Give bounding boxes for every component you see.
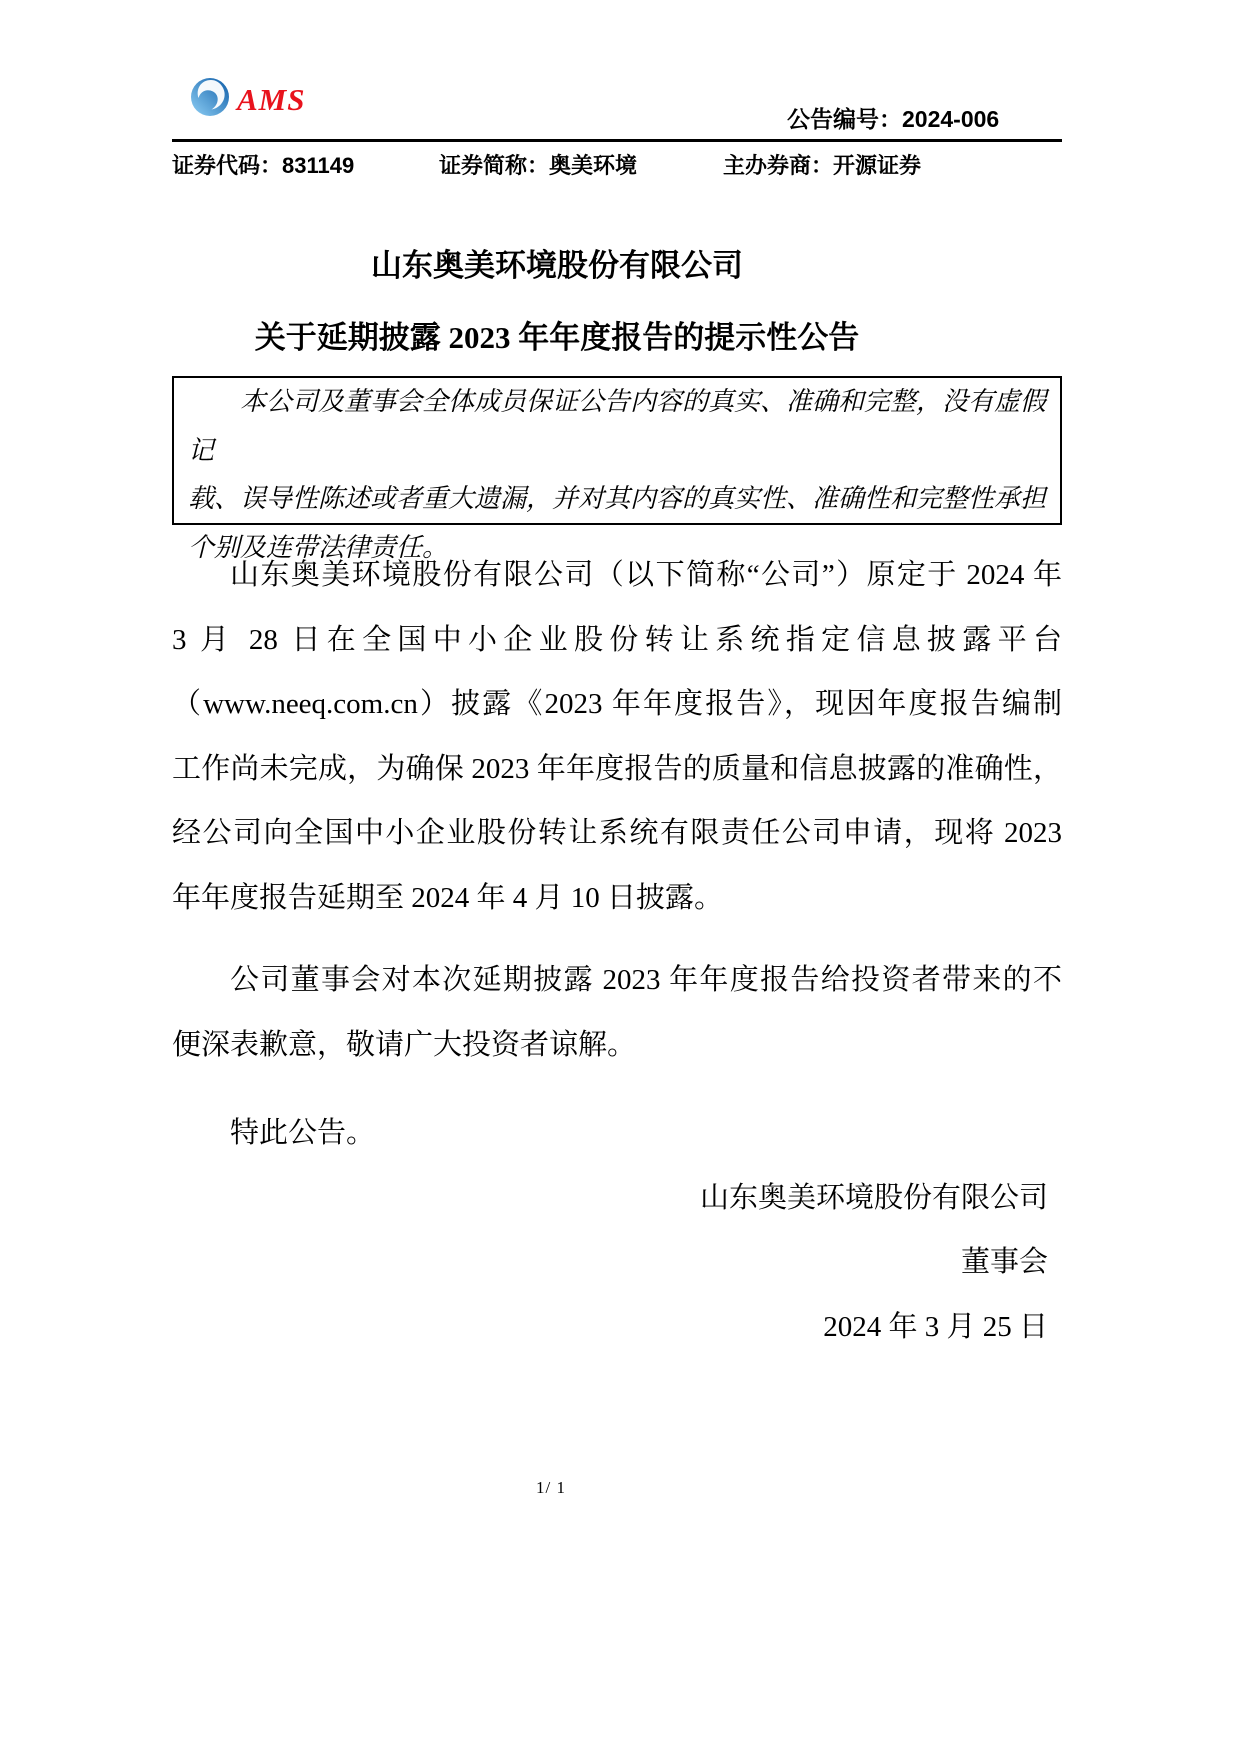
disclaimer-line: 本公司及董事会全体成员保证公告内容的真实、准确和完整，没有虚假记 bbox=[188, 387, 1047, 465]
body-line: 年年度报告延期至 2024 年 4 月 10 日披露。 bbox=[172, 881, 724, 914]
securities-info-row bbox=[172, 149, 1062, 179]
sponsor-broker: 主办券商：开源证券 bbox=[723, 153, 922, 178]
page-number: 1/ 1 bbox=[536, 1478, 566, 1497]
header-divider bbox=[172, 139, 1062, 142]
company-name-title: 山东奥美环境股份有限公司 bbox=[371, 248, 743, 283]
body-line: 经公司向全国中小企业股份转让系统有限责任公司申请，现将 2023 bbox=[172, 817, 1062, 849]
announcement-number: 公告编号：2024-006 bbox=[787, 106, 1000, 132]
body-line: 山东奥美环境股份有限公司（以下简称“公司”）原定于 2024 年 bbox=[230, 559, 1062, 591]
stock-code: 证券代码：831149 bbox=[172, 153, 355, 178]
announcement-body bbox=[172, 543, 1062, 1359]
signature-date: 2024 年 3 月 25 日 bbox=[823, 1310, 1048, 1343]
paragraph-1 bbox=[172, 543, 1062, 930]
stock-short-name: 证券简称：奥美环境 bbox=[439, 153, 638, 178]
body-line: 公司董事会对本次延期披露 2023 年年度报告给投资者带来的不 bbox=[230, 964, 1062, 996]
paragraph-2 bbox=[172, 948, 1062, 1077]
logo-text: AMS bbox=[237, 81, 306, 117]
signature-company: 山东奥美环境股份有限公司 bbox=[699, 1181, 1048, 1214]
closing-statement: 特此公告。 bbox=[230, 1117, 376, 1149]
body-line: （www.neeq.com.cn）披露《2023 年年度报告》，现因年度报告编制 bbox=[172, 688, 1062, 720]
body-line: 工作尚未完成，为确保 2023 年年度报告的质量和信息披露的准确性， bbox=[172, 752, 1062, 785]
announcement-title: 关于延期披露 2023 年年度报告的提示性公告 bbox=[254, 320, 860, 355]
globe-swirl-icon bbox=[190, 76, 230, 118]
body-line: 3 月 28 日在全国中小企业股份转让系统指定信息披露平台 bbox=[172, 623, 1062, 656]
disclaimer-line: 个别及连带法律责任。 bbox=[188, 532, 449, 562]
disclaimer-line: 载、误导性陈述或者重大遗漏，并对其内容的真实性、准确性和完整性承担 bbox=[188, 484, 1047, 513]
signature-board: 董事会 bbox=[960, 1246, 1048, 1278]
body-line: 便深表歉意，敬请广大投资者谅解。 bbox=[172, 1028, 637, 1061]
company-logo bbox=[190, 76, 305, 118]
disclaimer-box bbox=[172, 376, 1062, 562]
